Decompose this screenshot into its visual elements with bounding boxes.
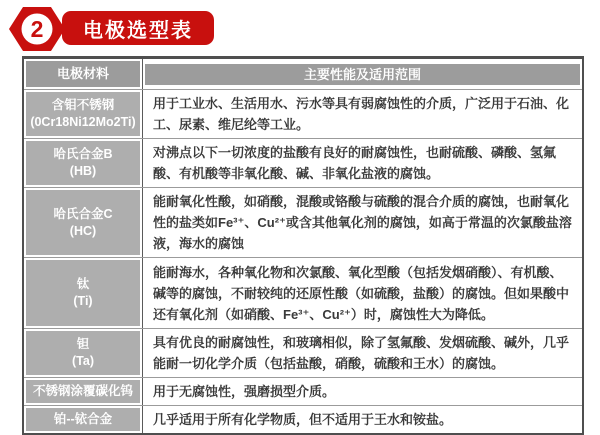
description-text: 对沸点以下一切浓度的盐酸有良好的耐腐蚀性，也耐硫酸、磷酸、氢氟酸、有机酸等非氧化酸、碱、非氧化盐液的腐蚀。	[153, 145, 557, 181]
description-text: 能耐海水，各种氧化物和次氯酸、氧化型酸（包括发烟硝酸）、有机酸、碱等的腐蚀，不耐较纯的还原性酸（如硫酸，盐酸）的腐蚀。但如果酸中还有氧化剂（如硝酸、Fe³⁺、Cu²⁺）时，腐蚀性大为降低。	[153, 264, 570, 322]
table-row	[24, 258, 582, 329]
table-row	[24, 329, 582, 378]
material-name: 铂--铱合金	[53, 412, 113, 427]
performance-header-label: 主要性能及适用范围	[145, 64, 580, 85]
material-cell	[24, 406, 142, 433]
material-name: 钽	[76, 337, 90, 352]
description-text: 用于工业水、生活用水、污水等具有弱腐蚀性的介质，广泛用于石油、化工、尿素、维尼纶等工业。	[153, 96, 570, 132]
material-name: 含钼不锈钢	[51, 98, 115, 113]
table-row	[24, 378, 582, 406]
material-cell	[24, 329, 142, 377]
svg-text:2: 2	[30, 16, 44, 42]
material-name: 不锈钢涂覆碳化钨	[32, 384, 133, 399]
table-row	[24, 406, 582, 433]
hexagon-badge-icon	[8, 4, 66, 54]
description-cell	[142, 378, 582, 405]
description-cell	[142, 188, 582, 257]
material-code: (HB)	[69, 164, 97, 178]
material-code: (HC)	[69, 223, 97, 238]
description-cell	[142, 90, 582, 138]
table-row	[24, 188, 582, 258]
material-code: (0Cr18Ni12Mo2Ti)	[30, 115, 136, 129]
description-text: 能耐氧化性酸，如硝酸，混酸或铬酸与硫酸的混合介质的腐蚀，也耐氧化性的盐类如Fe³⁺、Cu²⁺或含其他氧化剂的腐蚀，如高于常温的次氯酸盐溶液，海水的腐蚀	[153, 194, 572, 251]
material-cell	[24, 378, 142, 405]
description-text: 用于无腐蚀性，强磨损型介质。	[153, 384, 336, 399]
title-ribbon	[62, 11, 214, 45]
material-header-label: 电极材料	[26, 61, 140, 87]
page-title: 电极选型表	[83, 19, 193, 42]
section-number-badge	[8, 4, 66, 54]
material-name: 钛	[76, 277, 90, 292]
table-row	[24, 139, 582, 188]
table-row	[24, 90, 582, 139]
description-cell	[142, 329, 582, 377]
material-cell	[24, 90, 142, 138]
material-cell	[24, 188, 142, 257]
material-code: (Ti)	[73, 294, 93, 308]
material-code: (Ta)	[72, 354, 94, 368]
material-cell	[24, 258, 142, 328]
description-cell	[142, 258, 582, 328]
page-header	[0, 0, 600, 56]
material-name: 哈氏合金B	[53, 147, 113, 162]
material-header-cell	[24, 59, 142, 89]
description-cell	[142, 406, 582, 433]
material-name: 哈氏合金C	[53, 206, 113, 221]
performance-header-cell	[142, 59, 582, 89]
description-cell	[142, 139, 582, 187]
table-header-row	[24, 59, 582, 90]
description-text: 几乎适用于所有化学物质，但不适用于王水和铵盐。	[153, 412, 453, 427]
description-text: 具有优良的耐腐蚀性，和玻璃相似，除了氢氟酸、发烟硫酸、碱外，几乎能耐一切化学介质（包括盐酸，硝酸，硫酸和王水）的腐蚀。	[153, 335, 570, 371]
material-cell	[24, 139, 142, 187]
electrode-selection-table	[22, 56, 584, 435]
